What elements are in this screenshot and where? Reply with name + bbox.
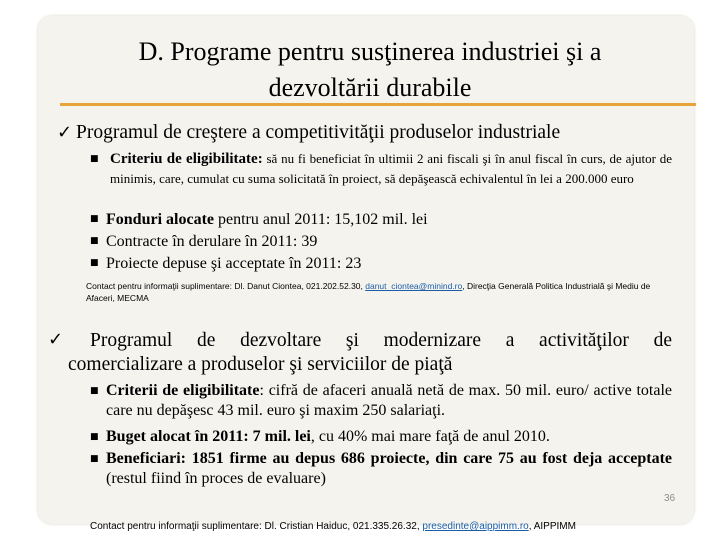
page-number: 36	[664, 493, 676, 504]
section1-proiecte: Proiecte depuse şi acceptate în 2011: 23	[106, 255, 362, 272]
checkmark-icon: ✓	[48, 329, 64, 350]
title-line-2: dezvoltării durabile	[268, 73, 472, 102]
square-bullet-icon: ■	[90, 154, 99, 164]
section1-heading: Programul de creştere a competitivităţii produselor industriale	[76, 122, 561, 143]
title-divider	[60, 103, 696, 106]
fonduri-text: pentru anul 2011: 15,102 mil. lei	[214, 211, 428, 228]
section1-fonduri	[106, 210, 428, 229]
square-bullet-icon: ■	[90, 432, 99, 442]
footer-text-before: Contact pentru informaţii suplimentare: Dl. Cristian Haiduc, 021.335.26.32,	[90, 521, 423, 532]
contact1-text-before: Contact pentru informaţii suplimentare: Dl. Danut Ciontea, 021.202.52.30,	[86, 281, 366, 291]
section2-heading-line-2: comercializare a produselor şi serviciilor de piaţă	[68, 354, 453, 375]
footer-contact	[90, 521, 690, 532]
fonduri-label: Fonduri alocate	[106, 211, 214, 228]
criterii-text: : cifră de afaceri anuală netă de max. 50 mil. euro/ active totale care nu depăşesc 43 mil. euro şi maxim 250 salariaţi.	[106, 382, 672, 419]
square-bullet-icon: ■	[90, 454, 99, 464]
slide-title	[50, 34, 690, 106]
criteriu-label: Criteriu de eligibilitate:	[110, 151, 263, 167]
square-bullet-icon: ■	[90, 386, 99, 396]
footer-text-after: , AIPPIMM	[528, 521, 576, 532]
criteriu-text: să nu fi beneficiat în ultimii 2 ani fiscali şi în anul fiscal în curs, de ajutor de minimis, care, cumulat cu suma solicitată în proiect, să depăşească echivalentul în lei a 200.000 euro	[110, 151, 672, 186]
contact1-email-link[interactable]: danut_ciontea@minind.ro	[365, 281, 463, 291]
square-bullet-icon: ■	[90, 214, 99, 224]
section2-buget	[106, 427, 672, 447]
square-bullet-icon: ■	[90, 236, 99, 246]
footer-email-link[interactable]: presedinte@aippimm.ro	[422, 521, 529, 532]
section2-criterii	[106, 381, 672, 421]
contact1-text-after: , Direcţia Generală Politica Industrială şi Mediu de Afaceri, MECMA	[86, 281, 651, 303]
section1-contracte: Contracte în derulare în 2011: 39	[106, 233, 318, 250]
beneficiari-text: (restul fiind în proces de evaluare)	[106, 470, 326, 487]
checkmark-icon: ✓	[57, 122, 73, 143]
title-line-1: D. Programe pentru susţinerea industriei şi a	[138, 37, 602, 66]
section2-beneficiari	[106, 449, 672, 489]
section1-criteriu	[110, 149, 672, 188]
section2-heading	[68, 329, 672, 377]
buget-label: Buget alocat în 2011: 7 mil. lei	[106, 428, 311, 445]
criterii-label: Criterii de eligibilitate	[106, 382, 260, 399]
section2-heading-line-1: Programul de dezvoltare şi modernizare a activităţilor de	[90, 330, 672, 351]
buget-text: , cu 40% mai mare faţă de anul 2010.	[310, 428, 550, 445]
square-bullet-icon: ■	[90, 258, 99, 268]
beneficiari-label: Beneficiari: 1851 firme au depus 686 proiecte, din care 75 au fost deja acceptate	[106, 450, 672, 467]
section1-contact	[86, 280, 666, 304]
